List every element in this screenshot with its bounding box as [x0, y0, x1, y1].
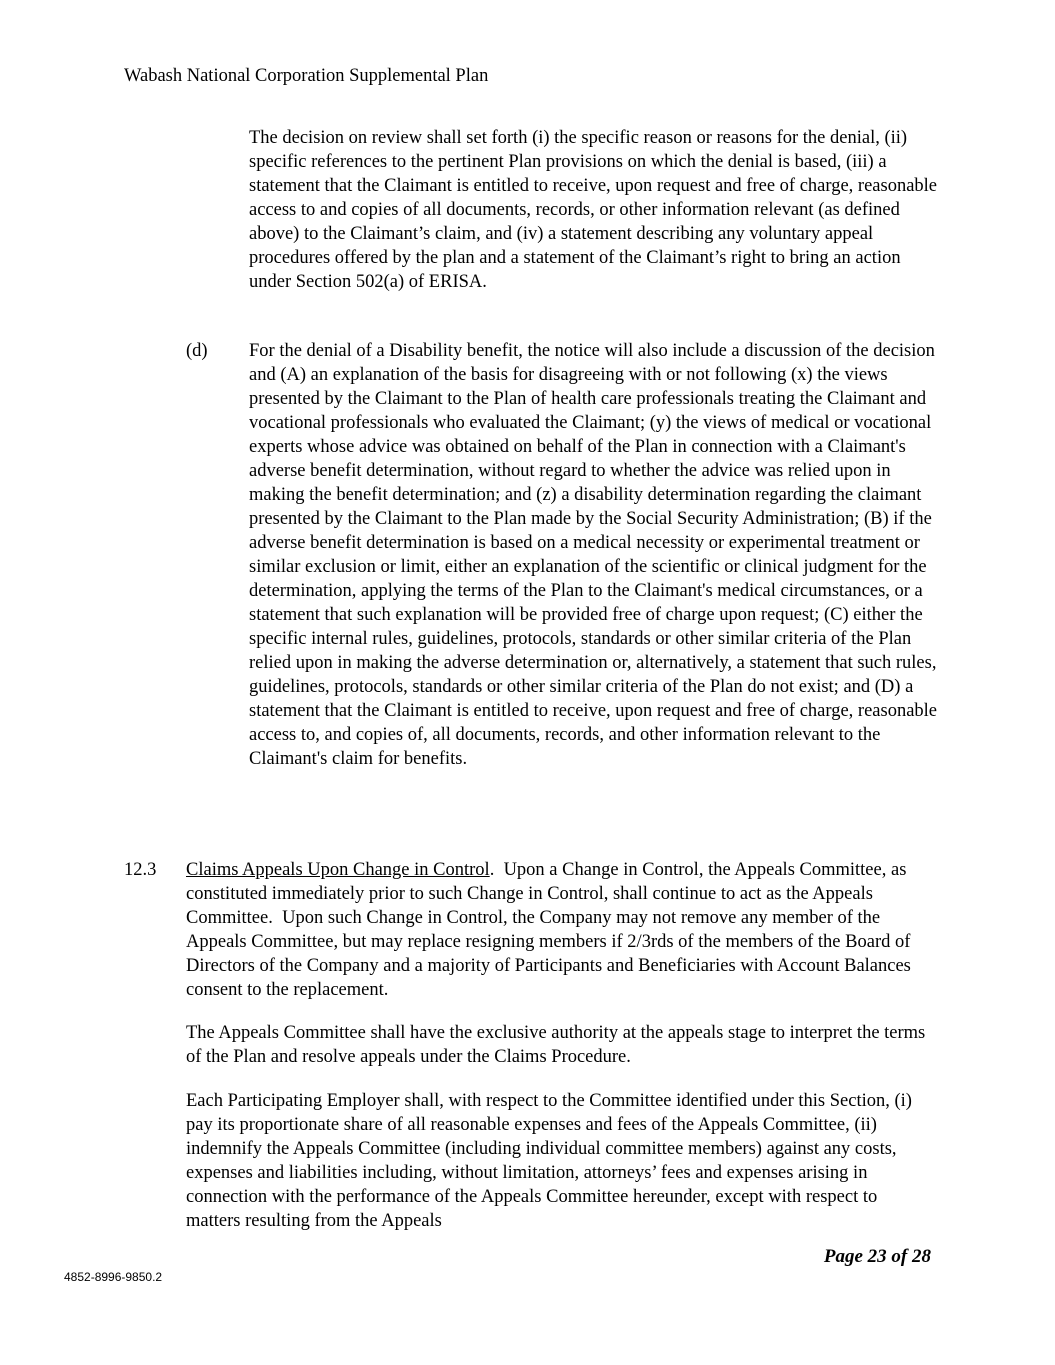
section-number: 12.3 — [124, 860, 157, 880]
paragraph-appeals-authority: The Appeals Committee shall have the exclusive authority at the appeals stage to interpret the terms of the Plan and resolve appeals under the Claims Procedure. — [186, 1023, 926, 1067]
item-d-text: For the denial of a Disability benefit, the notice will also include a discussion of the decision and (A) an explanation of the basis for disagreeing with or not following (x) the views presented by the Claimant to the Plan of health care professionals treating the Claimant and vocational professionals who evaluated the Claimant; (y) the views of medical or vocational experts whose advice was obtained on behalf of the Plan in connection with a Claimant's adverse benefit determination, without regard to whether the advice was relied upon in making the benefit determination; and (z) a disability determination regarding the claimant presented by the Claimant to the Plan made by the Social Security Administration; (B) if the adverse benefit determination is based on a medical necessity or experimental treatment or similar exclusion or limit, either an explanation of the scientific or clinical judgment for the determination, applying the terms of the Plan to the Claimant's medical circumstances, or a statement that such explanation will be provided free of charge upon request; (C) either the specific internal rules, guidelines, protocols, standards or other similar criteria of the Plan relied upon in making the adverse determination or, alternatively, a statement that such rules, guidelines, protocols, standards or other similar criteria of the Plan do not exist; and (D) a statement that the Claimant is entitled to receive, upon request and free of charge, reasonable access to, and copies of, all documents, records, and other information relevant to the Claimant's claim for benefits. — [249, 341, 938, 769]
running-header: Wabash National Corporation Supplemental Plan — [124, 66, 489, 86]
page-number: Page 23 of 28 — [823, 1246, 931, 1267]
item-d-label: (d) — [186, 341, 208, 361]
paragraph-employer-obligations: Each Participating Employer shall, with respect to the Committee identified under this Section, (i) pay its proportionate share of all reasonable expenses and fees of the Appeals Committee, (ii) indemnify the Appeals Committee (including individual committee members) against any costs, expenses and liabilities including, without limitation, attorneys’ fees and expenses arising in connection with the performance of the Appeals Committee hereunder, except with respect to matters resulting from the Appeals — [186, 1091, 912, 1231]
document-id: 4852-8996-9850.2 — [64, 1270, 163, 1284]
paragraph-decision-on-review: The decision on review shall set forth (i) the specific reason or reasons for the denial, (ii) specific references to the pertinent Plan provisions on which the denial is based, (iii) a statement that the Claimant is entitled to receive, upon request and free of charge, reasonable access to and copies of all documents, records, or other information relevant (as defined above) to the Claimant’s claim, and (iv) a statement describing any voluntary appeal procedures offered by the plan and a statement of the Claimant’s right to bring an action under Section 502(a) of ERISA. — [249, 128, 938, 292]
section-12-3-paragraph — [186, 858, 934, 1002]
section-heading: Claims Appeals Upon Change in Control — [186, 860, 490, 880]
section-heading-period: . — [489, 860, 495, 880]
section-12-3-text: Upon a Change in Control, the Appeals Committee, as constituted immediately prior to such Change in Control, shall continue to act as the Appeals Committee. Upon such Change in Control, the Company may not remove any member of the Appeals Committee, but may replace resigning members if 2/3rds of the members of the Board of Directors of the Company and a majority of Participants and Beneficiaries with Account Balances consent to the replacement. — [186, 860, 916, 1000]
